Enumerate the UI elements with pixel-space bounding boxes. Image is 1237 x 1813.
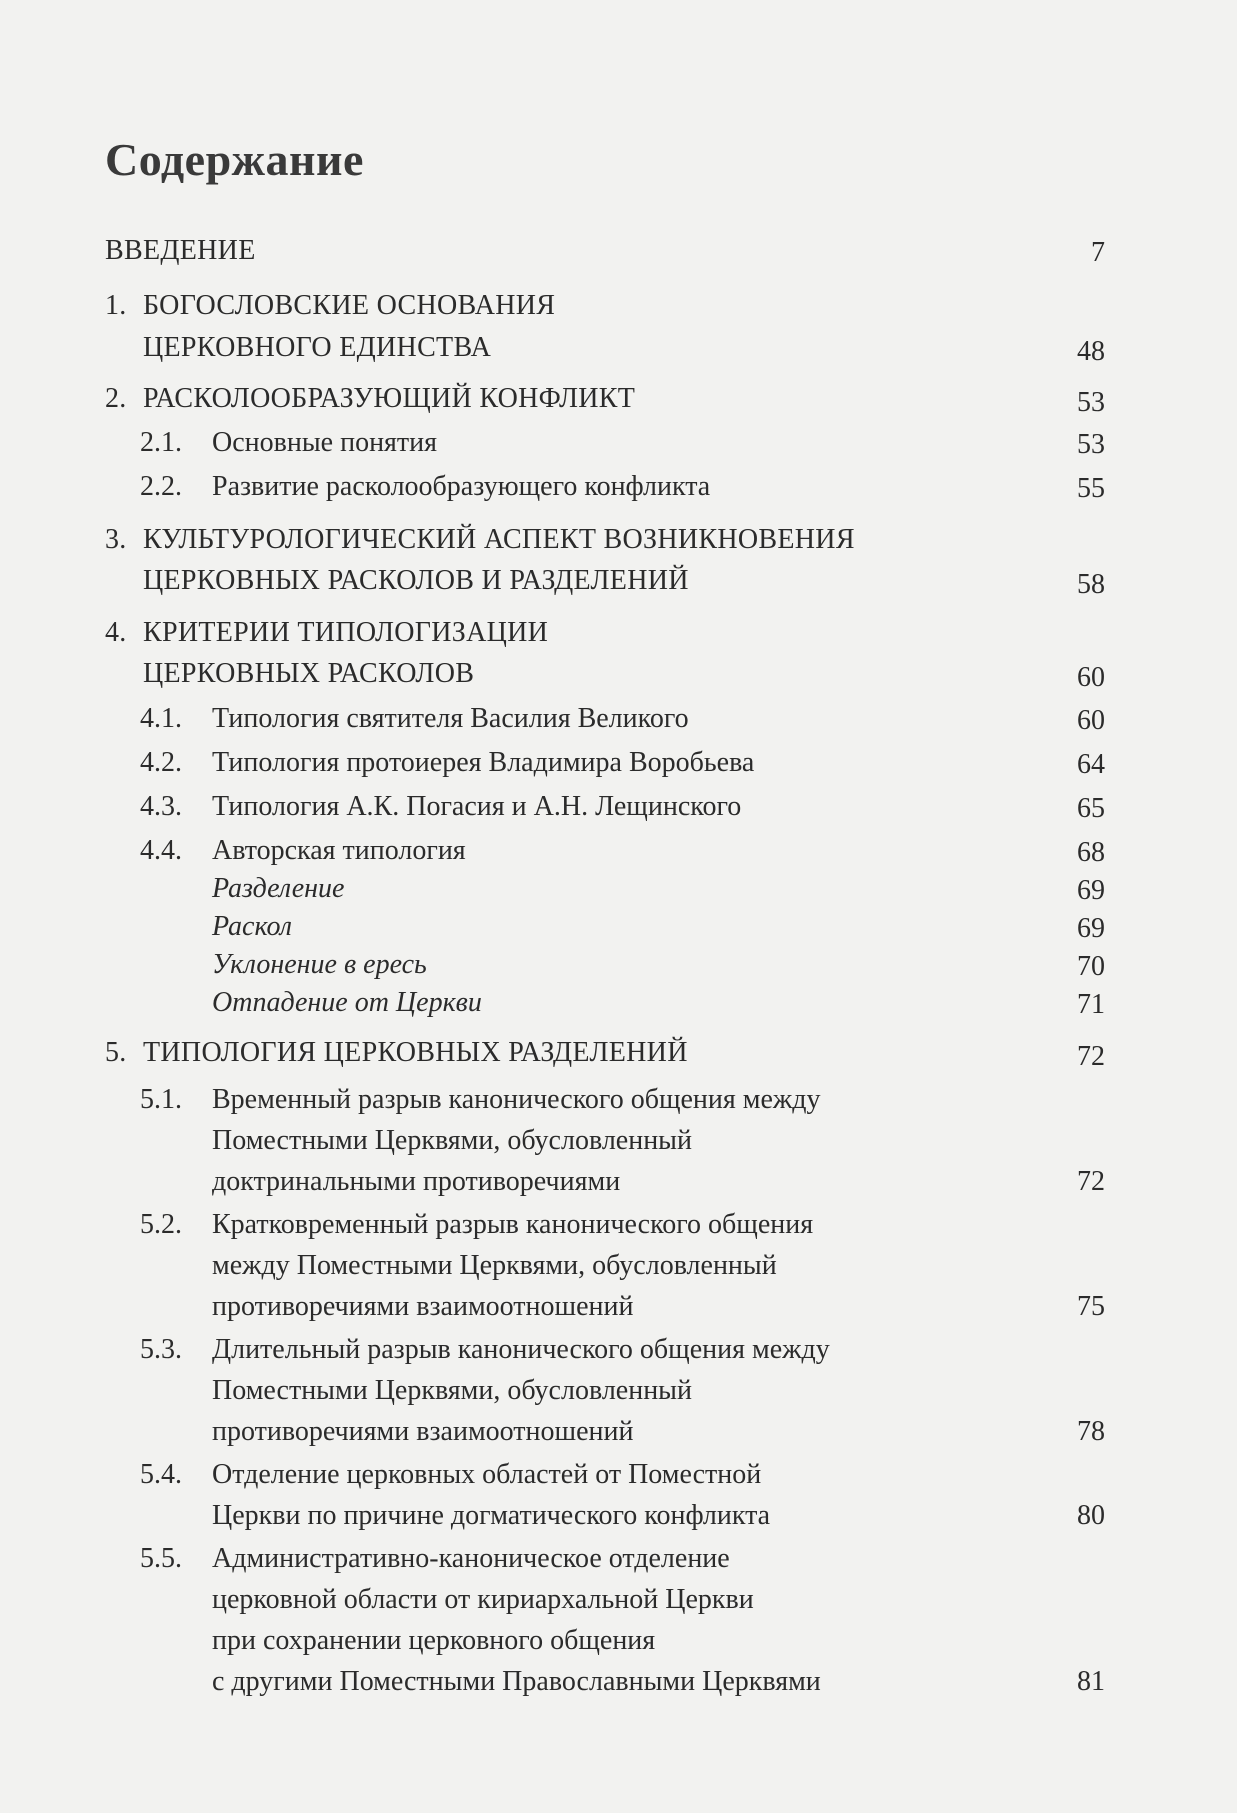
page-number: 72 xyxy=(1077,1041,1105,1072)
page-number: 60 xyxy=(1077,705,1105,736)
page-number: 78 xyxy=(1077,1416,1105,1447)
toc-subentry-number: 4.3. xyxy=(140,791,182,822)
toc-entry-title-cont: ЦЕРКОВНЫХ РАСКОЛОВ И РАЗДЕЛЕНИЙ xyxy=(143,565,689,596)
toc-entry-title: КРИТЕРИИ ТИПОЛОГИЗАЦИИ xyxy=(143,617,549,648)
page-number: 72 xyxy=(1077,1166,1105,1197)
toc-subentry-number: 4.1. xyxy=(140,703,182,734)
toc-subentry-number: 2.2. xyxy=(140,471,182,502)
toc-subentry-number: 5.2. xyxy=(140,1209,182,1240)
toc-entry-title: БОГОСЛОВСКИЕ ОСНОВАНИЯ xyxy=(143,290,556,321)
toc-entry-number: 2. xyxy=(105,383,127,414)
toc-subentry-title: Типология А.К. Погасия и А.Н. Лещинского xyxy=(212,791,742,822)
toc-subentry-title-cont: между Поместными Церквями, обусловленный xyxy=(212,1250,777,1281)
toc-subentry-title: Типология святителя Василия Великого xyxy=(212,703,689,734)
toc-subentry-title: Отделение церковных областей от Поместной xyxy=(212,1459,762,1490)
toc-subentry-title-cont: доктринальными противоречиями xyxy=(212,1166,621,1197)
toc-subentry-title: Длительный разрыв канонического общения между xyxy=(212,1334,830,1365)
toc-subentry-number: 4.2. xyxy=(140,747,182,778)
page-number: 7 xyxy=(1091,237,1105,268)
toc-subentry-title-cont: Поместными Церквями, обусловленный xyxy=(212,1125,692,1156)
page-number: 64 xyxy=(1077,749,1105,780)
toc-subentry-title: Развитие расколообразующего конфликта xyxy=(212,471,711,502)
toc-entry-title-cont: ЦЕРКОВНОГО ЕДИНСТВА xyxy=(143,332,492,363)
toc-subentry-title: Авторская типология xyxy=(212,835,466,866)
toc-entry-title-cont: ЦЕРКОВНЫХ РАСКОЛОВ xyxy=(143,658,475,689)
toc-entry-title: КУЛЬТУРОЛОГИЧЕСКИЙ АСПЕКТ ВОЗНИКНОВЕНИЯ xyxy=(143,524,855,555)
toc-entry-number: 4. xyxy=(105,617,127,648)
toc-subentry-number: 5.1. xyxy=(140,1084,182,1115)
toc-subentry-number: 5.5. xyxy=(140,1543,182,1574)
page-number: 69 xyxy=(1077,875,1105,906)
page-number: 69 xyxy=(1077,913,1105,944)
page-number: 53 xyxy=(1077,429,1105,460)
page-number: 58 xyxy=(1077,569,1105,600)
toc-subentry-title: Типология протоиерея Владимира Воробьева xyxy=(212,747,755,778)
toc-subentry-title: Кратковременный разрыв канонического общения xyxy=(212,1209,814,1240)
toc-entry-number: 3. xyxy=(105,524,127,555)
toc-subentry-title: Временный разрыв канонического общения между xyxy=(212,1084,821,1115)
toc-subsubentry-title: Уклонение в ересь xyxy=(212,949,427,980)
toc-entry-title: ТИПОЛОГИЯ ЦЕРКОВНЫХ РАЗДЕЛЕНИЙ xyxy=(143,1037,688,1068)
toc-entry-intro: ВВЕДЕНИЕ xyxy=(105,235,256,266)
page-number: 55 xyxy=(1077,473,1105,504)
toc-subentry-title-cont: церковной области от кириархальной Церкви xyxy=(212,1584,754,1615)
toc-subentry-title: Основные понятия xyxy=(212,427,438,458)
toc-subentry-title-cont: противоречиями взаимоотношений xyxy=(212,1291,634,1322)
page-number: 70 xyxy=(1077,951,1105,982)
toc-subentry-title-cont: противоречиями взаимоотношений xyxy=(212,1416,634,1447)
table-of-contents xyxy=(105,0,1105,1813)
page-title: Содержание xyxy=(105,134,364,185)
toc-subentry-number: 5.3. xyxy=(140,1334,182,1365)
toc-subentry-title-cont: с другими Поместными Православными Церквями xyxy=(212,1666,821,1697)
toc-subentry-number: 5.4. xyxy=(140,1459,182,1490)
toc-subentry-title-cont: при сохранении церковного общения xyxy=(212,1625,656,1656)
page-number: 75 xyxy=(1077,1291,1105,1322)
toc-subsubentry-title: Разделение xyxy=(212,873,345,904)
page-number: 65 xyxy=(1077,793,1105,824)
page-number: 81 xyxy=(1077,1666,1105,1697)
page-number: 53 xyxy=(1077,387,1105,418)
toc-subentry-number: 2.1. xyxy=(140,427,182,458)
toc-entry-number: 1. xyxy=(105,290,127,321)
toc-entry-title: РАСКОЛООБРАЗУЮЩИЙ КОНФЛИКТ xyxy=(143,383,636,414)
toc-subentry-title-cont: Церкви по причине догматического конфликта xyxy=(212,1500,771,1531)
toc-subentry-title: Административно-каноническое отделение xyxy=(212,1543,730,1574)
page-number: 68 xyxy=(1077,837,1105,868)
toc-subsubentry-title: Раскол xyxy=(212,911,293,942)
page-number: 80 xyxy=(1077,1500,1105,1531)
toc-entry-number: 5. xyxy=(105,1037,127,1068)
page-number: 71 xyxy=(1077,989,1105,1020)
page-number: 60 xyxy=(1077,662,1105,693)
page-number: 48 xyxy=(1077,336,1105,367)
toc-subentry-number: 4.4. xyxy=(140,835,182,866)
toc-subsubentry-title: Отпадение от Церкви xyxy=(212,987,482,1018)
toc-subentry-title-cont: Поместными Церквями, обусловленный xyxy=(212,1375,692,1406)
